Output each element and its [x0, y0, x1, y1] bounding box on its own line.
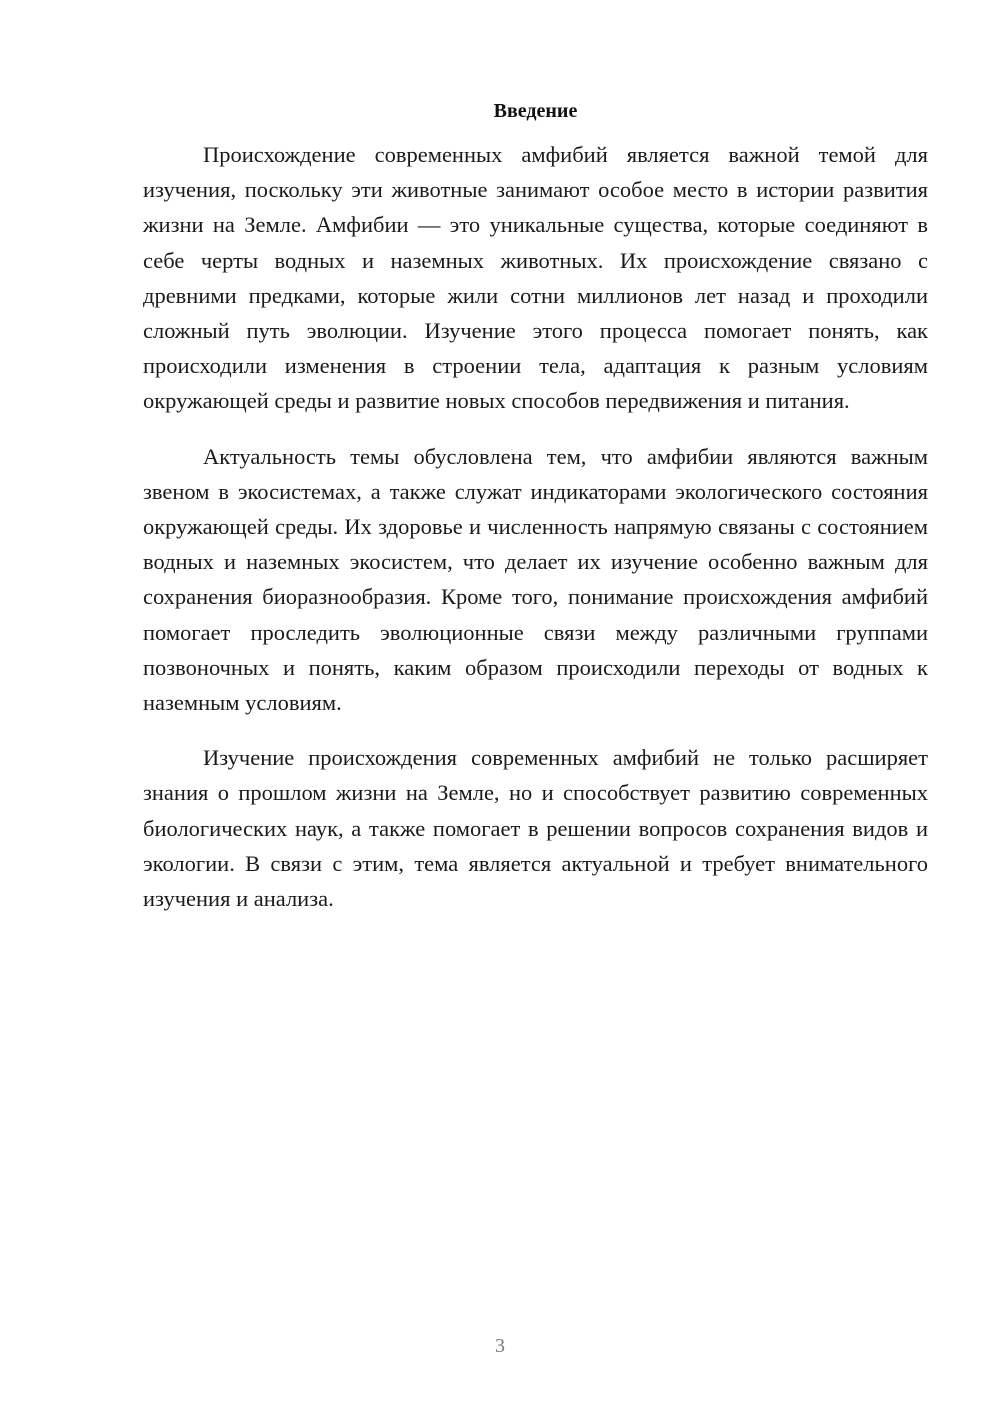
page-content: [143, 96, 928, 936]
section-heading: Введение: [493, 100, 578, 122]
page-number: 3: [495, 1335, 505, 1357]
paragraph-3: Изучение происхождения современных амфибий не только расширяет знания о прошлом жизни на Земле, но и способствует развитию современных биологических наук, а также помогает в решении вопросов сохранения видов и экологии. В связи с этим, тема является актуальной и требует внимательного изучения и анализа.: [143, 745, 928, 912]
paragraph-2: Актуальность темы обусловлена тем, что амфибии являются важным звеном в экосистемах, а также служат индикаторами экологического состояния окружающей среды. Их здоровье и численность напрямую связаны с состоянием водных и наземных экосистем, что делает их изучение особенно важным для сохранения биоразнообразия. Кроме того, понимание происхождения амфибий помогает проследить эволюционные связи между различными группами позвоночных и понять, каким образом происходили переходы от водных к наземным условиям.: [143, 443, 928, 716]
paragraph-1: Происхождение современных амфибий является важной темой для изучения, поскольку эти животные занимают особое место в истории развития жизни на Земле. Амфибии — это уникальные существа, которые соединяют в себе черты водных и наземных животных. Их происхождение связано с древними предками, которые жили сотни миллионов лет назад и проходили сложный путь эволюции. Изучение этого процесса помогает понять, как происходили изменения в строении тела, адаптация к разным условиям окружающей среды и развитие новых способов передвижения и питания.: [143, 142, 928, 414]
